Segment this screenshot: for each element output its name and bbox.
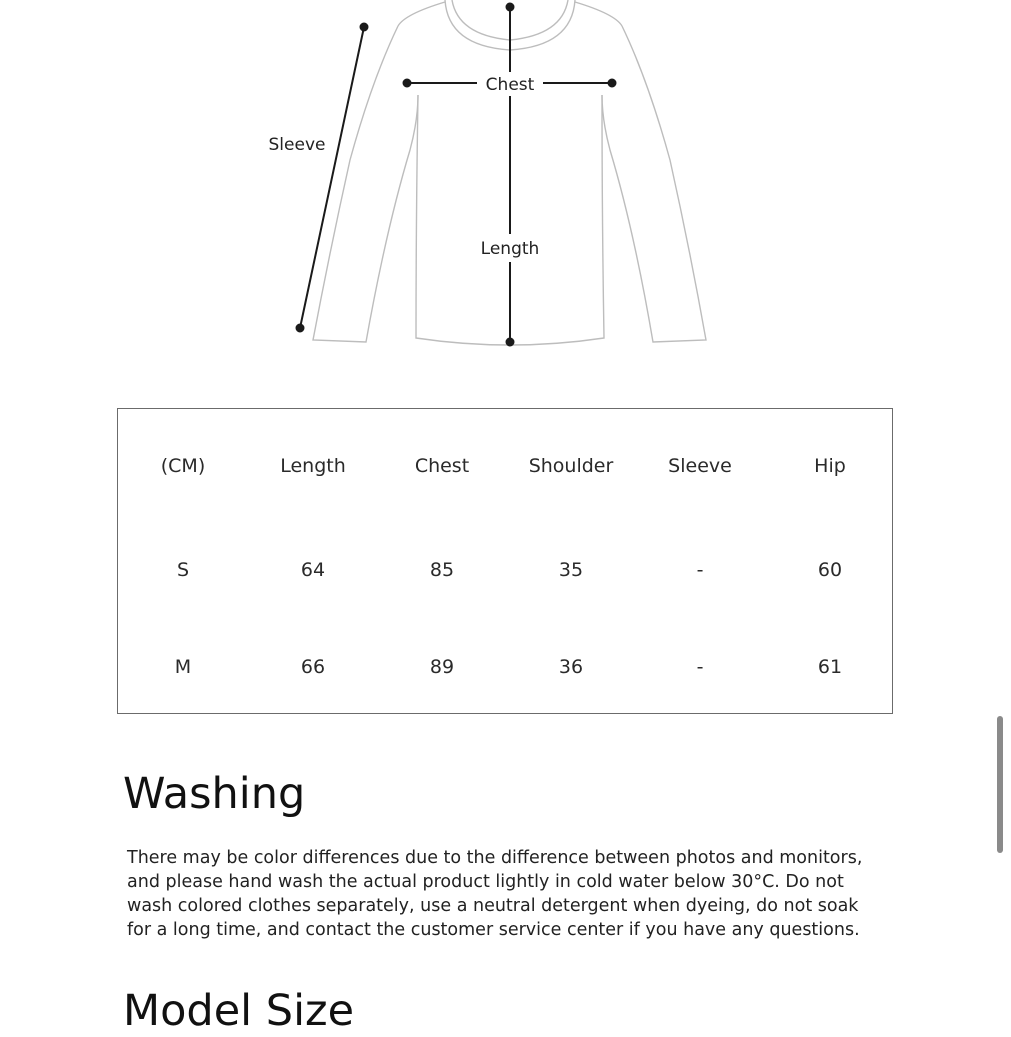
length-label: Length: [480, 239, 540, 259]
header-chest: Chest: [414, 455, 470, 477]
length-value: 64: [300, 559, 326, 581]
size-label: S: [176, 559, 190, 581]
chest-left-dot: [404, 80, 411, 87]
model-size-heading: Model Size: [123, 986, 355, 1036]
sleeve-line: [300, 27, 364, 328]
length-value: 66: [300, 656, 326, 678]
size-chart-table: [117, 408, 893, 714]
size-table-header-row: [118, 451, 892, 481]
header-sleeve: Sleeve: [668, 455, 732, 477]
sleeve-value: -: [696, 656, 704, 678]
chest-value: 85: [429, 559, 455, 581]
garment-measurement-diagram: [0, 0, 1011, 360]
chest-value: 89: [429, 656, 455, 678]
washing-instructions: There may be color differences due to the difference between photos and monitors, and please hand wash the actual product lightly in cold water below 30°C. Do not wash colored clothes separately, use a neutral detergent when dyeing, do not soak for a long time, and contact the customer service center if you have any questions.: [127, 848, 863, 940]
shoulder-value: 36: [558, 656, 584, 678]
header-shoulder: Shoulder: [528, 455, 614, 477]
sleeve-top-dot: [361, 24, 368, 31]
chest-label: Chest: [485, 75, 535, 95]
header-hip: Hip: [814, 455, 846, 477]
table-row: [118, 555, 892, 585]
length-top-dot: [507, 4, 514, 11]
scrollbar-thumb[interactable]: [997, 716, 1003, 853]
size-label: M: [174, 656, 192, 678]
header-unit: (CM): [160, 455, 206, 477]
hip-value: 60: [817, 559, 843, 581]
chest-right-dot: [609, 80, 616, 87]
sleeve-bottom-dot: [297, 325, 304, 332]
measurement-lines: [297, 4, 616, 346]
header-length: Length: [280, 455, 346, 477]
hip-value: 61: [817, 656, 843, 678]
shoulder-value: 35: [558, 559, 584, 581]
sleeve-value: -: [696, 559, 704, 581]
table-row: [118, 652, 892, 682]
length-bottom-dot: [507, 339, 514, 346]
sleeve-label: Sleeve: [268, 135, 326, 155]
washing-heading: Washing: [123, 769, 306, 819]
